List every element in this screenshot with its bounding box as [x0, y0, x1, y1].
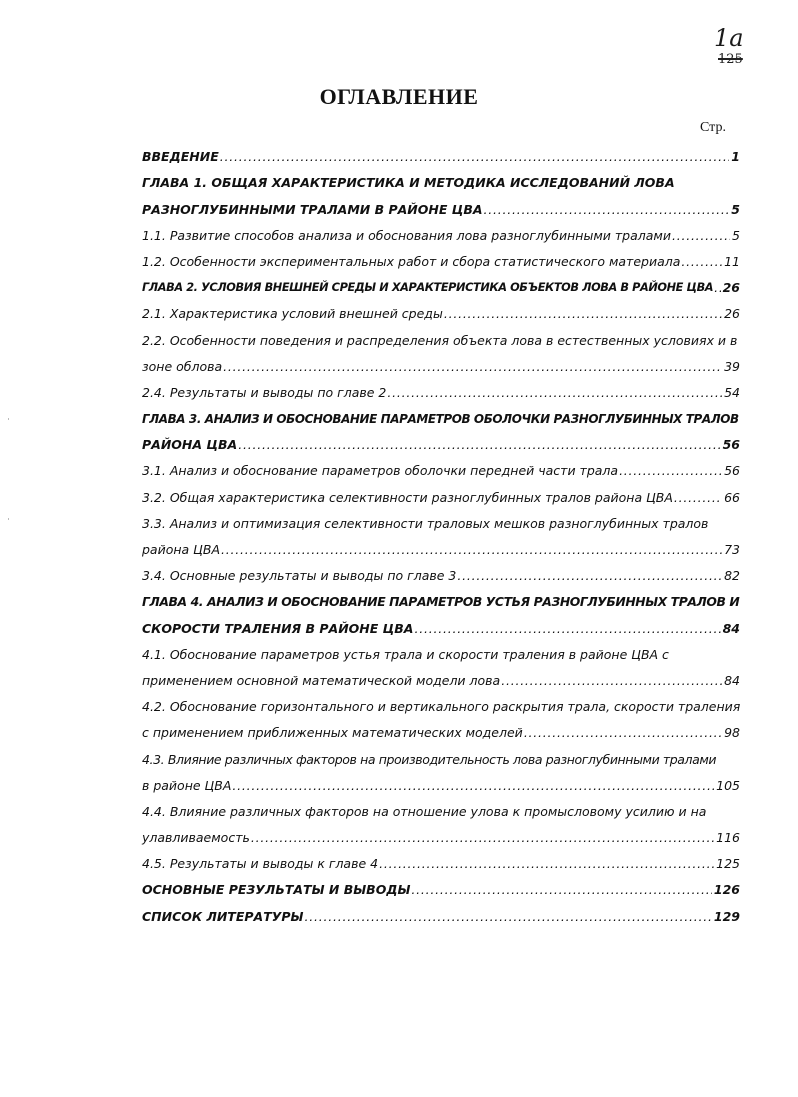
toc-entry-title: 3.1. Анализ и обоснование параметров оболочки передней части трала: [142, 463, 619, 479]
toc-entry: [142, 219, 740, 245]
toc-entry-title: РАЗНОГЛУБИННЫМИ ТРАЛАМИ В РАЙОНЕ ЦВА: [142, 201, 483, 217]
dot-leader: [681, 253, 722, 271]
toc-entry: [142, 376, 740, 402]
dot-leader: [672, 227, 730, 245]
dot-leader: [444, 305, 722, 323]
toc-entry: [142, 690, 740, 716]
toc-entry: [142, 192, 740, 218]
handnote-struck-number: 125: [718, 52, 743, 67]
toc-entry-page: 5: [732, 227, 740, 243]
toc-entry: [142, 873, 740, 899]
scan-artifact: ˙: [6, 418, 11, 429]
dot-leader: [223, 358, 722, 376]
toc-entry: [142, 350, 740, 376]
toc-entry-page: 73: [724, 542, 740, 557]
toc-entry: [142, 716, 740, 742]
page-title: ОГЛАВЛЕНИЕ: [319, 84, 479, 109]
toc-entry-title: 4.3. Влияние различных факторов на производительность лова разноглубинными тралами: [142, 751, 717, 767]
toc-entry-page: 98: [724, 725, 740, 741]
dot-leader: [414, 620, 720, 638]
toc-entry-page: 5: [731, 201, 740, 217]
toc-entry-title: зоне облова: [142, 358, 223, 374]
toc-entry-title: улавливаемость: [142, 830, 250, 846]
toc-entry: [142, 323, 740, 349]
toc-entry: [142, 271, 740, 297]
dot-leader: [524, 724, 722, 742]
toc-entry: [142, 166, 740, 192]
toc-entry-page: 1: [731, 149, 740, 165]
toc-entry-title: СПИСОК ЛИТЕРАТУРЫ: [142, 908, 304, 924]
toc-entry-page: 56: [724, 463, 740, 479]
toc-entry-page: 26: [722, 280, 740, 296]
toc-entry: [142, 454, 740, 480]
dot-leader: [411, 881, 711, 899]
toc-entry-page: 129: [713, 908, 740, 924]
handnote-new-number: 1a: [714, 24, 744, 52]
page-column-label: Стр.: [700, 120, 726, 135]
toc-entry-title: с применением приближенных математических моделей: [142, 725, 523, 741]
toc-entry-page: 54: [724, 384, 740, 400]
toc-entry-title: 1.1. Развитие способов анализа и обоснования лова разноглубинными тралами: [142, 227, 671, 243]
toc-entry-title: СКОРОСТИ ТРАЛЕНИЯ В РАЙОНЕ ЦВА: [142, 620, 414, 636]
dot-leader: [714, 279, 720, 297]
toc-entry: [142, 297, 740, 323]
toc-entry: [142, 480, 740, 506]
toc-entry-title: 3.4. Основные результаты и выводы по главе 3: [142, 568, 457, 584]
toc-entry-title: в районе ЦВА: [142, 777, 232, 793]
toc-entry-page: 84: [724, 672, 740, 688]
toc-entry-title: ОСНОВНЫЕ РЕЗУЛЬТАТЫ И ВЫВОДЫ: [142, 882, 411, 898]
toc-entry: [142, 533, 740, 559]
toc-entry-page: 116: [716, 830, 740, 846]
toc-entry: [142, 638, 740, 664]
dot-leader: [379, 855, 714, 873]
toc-entry-title: 2.1. Характеристика условий внешней среды: [142, 306, 443, 322]
dot-leader: [251, 829, 714, 847]
toc-entry-page: 11: [724, 253, 740, 269]
table-of-contents: [142, 140, 740, 926]
toc-entry-page: 82: [724, 568, 740, 584]
toc-entry-title: 4.5. Результаты и выводы к главе 4: [142, 856, 379, 872]
toc-entry-title: 1.2. Особенности экспериментальных работ и сбора статистического материала: [142, 253, 681, 269]
toc-entry: [142, 664, 740, 690]
toc-entry-title: применением основной математической модели лова: [142, 672, 501, 688]
dot-leader: [674, 489, 722, 507]
toc-entry: [142, 742, 740, 768]
dot-leader: [220, 148, 730, 166]
toc-entry: [142, 899, 740, 925]
toc-entry: [142, 140, 740, 166]
toc-entry-page: 84: [722, 620, 740, 636]
dot-leader: [232, 777, 714, 795]
toc-entry: [142, 559, 740, 585]
toc-entry: [142, 795, 740, 821]
toc-entry: [142, 821, 740, 847]
toc-entry: [142, 507, 740, 533]
dot-leader: [387, 384, 722, 402]
scan-artifact: ˙: [6, 518, 11, 529]
toc-entry: [142, 769, 740, 795]
toc-entry-page: 56: [722, 437, 740, 453]
toc-entry-page: 39: [724, 358, 740, 374]
dot-leader: [501, 672, 722, 690]
toc-entry: [142, 245, 740, 271]
toc-entry-title: 2.2. Особенности поведения и распределения объекта лова в естественных условиях и в: [142, 332, 738, 348]
toc-entry-title: ВВЕДЕНИЕ: [142, 149, 219, 165]
toc-entry: [142, 428, 740, 454]
toc-entry-title: района ЦВА: [142, 542, 221, 557]
toc-entry-page: 66: [724, 489, 740, 505]
toc-entry-title: 3.2. Общая характеристика селективности разноглубинных тралов района ЦВА: [142, 489, 673, 505]
toc-entry-title: 4.1. Обоснование параметров устья трала и скорости траления в районе ЦВА с: [142, 646, 669, 662]
toc-entry-page: 26: [724, 306, 740, 322]
dot-leader: [484, 201, 730, 219]
toc-entry: [142, 402, 740, 428]
toc-entry-title: ГЛАВА 1. ОБЩАЯ ХАРАКТЕРИСТИКА И МЕТОДИКА ИССЛЕДОВАНИЙ ЛОВА: [142, 175, 675, 191]
toc-entry-title: ГЛАВА 4. АНАЛИЗ И ОБОСНОВАНИЕ ПАРАМЕТРОВ УСТЬЯ РАЗНОГЛУБИННЫХ ТРАЛОВ И: [142, 595, 740, 610]
toc-entry-page: 125: [716, 856, 740, 872]
dot-leader: [238, 436, 720, 454]
toc-entry: [142, 611, 740, 637]
toc-entry-title: ГЛАВА 2. УСЛОВИЯ ВНЕШНЕЙ СРЕДЫ И ХАРАКТЕРИСТИКА ОБЪЕКТОВ ЛОВА В РАЙОНЕ ЦВА: [142, 281, 714, 295]
toc-entry-title: ГЛАВА 3. АНАЛИЗ И ОБОСНОВАНИЕ ПАРАМЕТРОВ ОБОЛОЧКИ РАЗНОГЛУБИННЫХ ТРАЛОВ: [142, 412, 739, 427]
toc-entry: [142, 585, 740, 611]
handwritten-page-number: [714, 24, 774, 72]
dot-leader: [305, 908, 712, 926]
toc-entry-title: 2.4. Результаты и выводы по главе 2: [142, 384, 387, 400]
toc-entry-title: РАЙОНА ЦВА: [142, 437, 238, 453]
dot-leader: [221, 541, 722, 559]
toc-entry-page: 126: [713, 882, 740, 898]
dot-leader: [619, 462, 722, 480]
toc-entry-page: 105: [716, 777, 740, 793]
dot-leader: [457, 567, 722, 585]
toc-entry-title: 4.2. Обоснование горизонтального и вертикального раскрытия трала, скорости траления: [142, 699, 741, 715]
toc-entry: [142, 847, 740, 873]
toc-entry-title: 3.3. Анализ и оптимизация селективности траловых мешков разноглубинных тралов: [142, 515, 709, 531]
toc-entry-title: 4.4. Влияние различных факторов на отношение улова к промысловому усилию и на: [142, 803, 707, 819]
